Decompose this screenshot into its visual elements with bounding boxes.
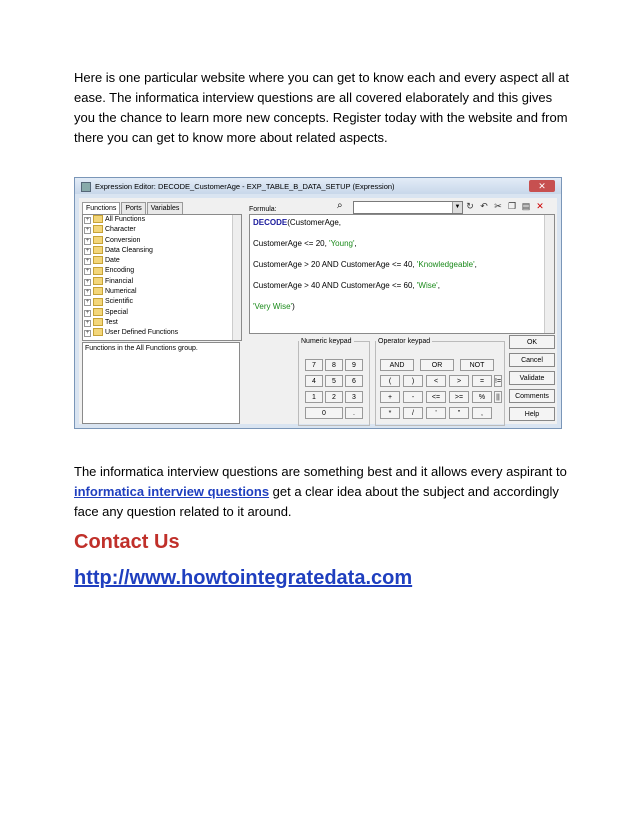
operator-key[interactable]: AND <box>380 359 414 371</box>
numpad-key[interactable]: 7 <box>305 359 323 371</box>
tab-functions[interactable]: Functions <box>82 202 120 214</box>
folder-icon <box>93 215 103 223</box>
folder-icon <box>93 328 103 336</box>
help-button[interactable]: Help <box>509 407 555 421</box>
numpad-key[interactable]: 0 <box>305 407 343 419</box>
formula-string: 'Knowledgeable' <box>416 260 475 269</box>
tree-scrollbar[interactable] <box>232 215 241 340</box>
find-next-icon[interactable]: ↻ <box>466 201 474 211</box>
numpad-key[interactable]: 9 <box>345 359 363 371</box>
numpad-key[interactable]: 3 <box>345 391 363 403</box>
tree-item-label: Date <box>105 257 120 265</box>
tree-item[interactable] <box>83 266 241 276</box>
comments-button[interactable]: Comments <box>509 389 555 403</box>
delete-icon[interactable]: ✕ <box>536 201 544 211</box>
formula-code: CustomerAge > 40 AND CustomerAge <= 60, <box>253 281 417 290</box>
intro-paragraph: Here is one particular website where you can get to know each and every aspect all at ease. The informatica interview questions are all covered elaborately and this gives you the chance to learn more new concepts. Register today with the website and from there you can get to know more about related aspects. <box>74 70 569 145</box>
expand-icon[interactable]: + <box>85 289 90 296</box>
operator-keypad-label: Operator keypad <box>378 338 431 345</box>
expand-icon[interactable]: + <box>85 217 90 223</box>
chevron-down-icon[interactable]: ▼ <box>452 202 462 213</box>
folder-icon <box>93 277 103 285</box>
expression-editor-screenshot <box>74 177 562 429</box>
search-combo[interactable] <box>353 201 463 214</box>
folder-icon <box>93 236 103 244</box>
formula-string: 'Wise' <box>416 281 438 290</box>
tree-item[interactable] <box>83 215 241 225</box>
operator-key[interactable]: > <box>449 375 469 387</box>
formula-label: Formula: <box>249 206 277 213</box>
tree-item-label: Conversion <box>105 236 141 244</box>
operator-key[interactable]: " <box>449 407 469 419</box>
formula-code: CustomerAge > 20 AND CustomerAge <= 40, <box>253 260 417 269</box>
formula-line <box>253 239 357 248</box>
tree-item[interactable] <box>83 246 241 256</box>
tree-item-label: Character <box>105 226 136 234</box>
operator-key[interactable]: % <box>472 391 492 403</box>
numpad-key[interactable]: 5 <box>325 375 343 387</box>
formula-code: , <box>474 260 477 269</box>
expand-icon[interactable]: + <box>85 268 90 275</box>
undo-icon[interactable]: ↶ <box>480 201 488 211</box>
cut-icon[interactable]: ✂ <box>494 201 502 211</box>
formula-code: , <box>437 281 440 290</box>
validate-button[interactable]: Validate <box>509 371 555 385</box>
formula-code: CustomerAge <= 20, <box>253 239 330 248</box>
operator-key[interactable]: ' <box>426 407 446 419</box>
formula-line <box>253 302 295 311</box>
tree-item[interactable] <box>83 308 241 318</box>
interview-questions-link[interactable]: informatica interview questions <box>74 484 270 499</box>
operator-key[interactable]: - <box>403 391 423 403</box>
folder-icon <box>93 225 103 233</box>
numeric-keypad-label: Numeric keypad <box>301 338 352 345</box>
tree-item[interactable] <box>83 328 241 338</box>
expand-icon[interactable]: + <box>85 258 90 265</box>
function-tabs <box>82 202 184 214</box>
tab-ports[interactable]: Ports <box>121 202 145 214</box>
find-icon[interactable]: ⌕ <box>337 200 343 211</box>
formula-code: ) <box>292 302 295 311</box>
formula-line <box>253 260 477 269</box>
expand-icon[interactable]: + <box>85 309 90 316</box>
operator-key[interactable]: >= <box>449 391 469 403</box>
paragraph-text: The informatica interview questions are something best and it allows every aspirant to <box>74 464 567 479</box>
folder-icon <box>93 267 103 275</box>
formula-scrollbar[interactable] <box>544 215 554 333</box>
expand-icon[interactable]: + <box>85 278 90 285</box>
numpad-key[interactable]: 6 <box>345 375 363 387</box>
close-icon[interactable]: ✕ <box>529 180 555 192</box>
tree-item[interactable] <box>83 277 241 287</box>
function-tree <box>82 214 242 341</box>
operator-key[interactable]: < <box>426 375 446 387</box>
function-hint: Functions in the All Functions group. <box>82 342 240 424</box>
formula-line <box>253 281 440 290</box>
formula-string: 'Very Wise' <box>253 302 293 311</box>
window-titlebar <box>75 178 561 194</box>
folder-icon <box>93 287 103 295</box>
operator-key[interactable]: != <box>494 375 502 387</box>
copy-icon[interactable]: ❐ <box>507 201 517 211</box>
expand-icon[interactable]: + <box>85 237 90 244</box>
paste-icon[interactable]: ▤ <box>521 201 531 211</box>
tree-item-label: User Defined Functions <box>105 329 179 337</box>
operator-key[interactable]: / <box>403 407 423 419</box>
app-icon <box>81 182 91 192</box>
operator-keypad <box>375 338 505 426</box>
tree-item[interactable] <box>83 297 241 307</box>
tree-item-label: Numerical <box>105 288 137 296</box>
contact-heading: Contact Us <box>74 531 180 553</box>
folder-icon <box>93 256 103 264</box>
numpad-key[interactable]: 1 <box>305 391 323 403</box>
tree-item[interactable] <box>83 256 241 266</box>
expand-icon[interactable]: + <box>85 299 90 306</box>
window-title: Expression Editor: DECODE_CustomerAge - EXP_TABLE_B_DATA_SETUP (Expression) <box>95 182 395 191</box>
tab-variables[interactable]: Variables <box>147 202 184 214</box>
tree-item[interactable] <box>83 318 241 328</box>
operator-key[interactable]: ( <box>380 375 400 387</box>
operator-key[interactable]: * <box>380 407 400 419</box>
tree-item-label: Data Cleansing <box>105 246 153 254</box>
tree-item-label: Encoding <box>105 267 135 275</box>
cancel-button[interactable]: Cancel <box>509 353 555 367</box>
numpad-key[interactable]: 8 <box>325 359 343 371</box>
formula-editor[interactable] <box>249 214 555 334</box>
folder-icon <box>93 246 103 254</box>
folder-icon <box>93 308 103 316</box>
tree-item-label: Financial <box>105 277 134 285</box>
numpad-key[interactable]: 4 <box>305 375 323 387</box>
tree-item[interactable] <box>83 225 241 235</box>
body-paragraph <box>74 462 574 522</box>
operator-key[interactable]: <= <box>426 391 446 403</box>
numeric-keypad <box>298 338 370 426</box>
operator-key[interactable]: NOT <box>460 359 494 371</box>
expand-icon[interactable]: + <box>85 319 90 326</box>
editor-content <box>79 198 557 424</box>
operator-key[interactable]: || <box>494 391 502 403</box>
tree-item[interactable] <box>83 287 241 297</box>
folder-icon <box>93 298 103 306</box>
ok-button[interactable]: OK <box>509 335 555 349</box>
tree-item[interactable] <box>83 236 241 246</box>
website-link[interactable]: http://www.howtointegratedata.com <box>74 567 413 589</box>
tree-item-label: Special <box>105 308 128 316</box>
folder-icon <box>93 318 103 326</box>
tree-item-label: Scientific <box>105 298 134 306</box>
formula-code: (CustomerAge, <box>287 218 342 227</box>
operator-key[interactable]: = <box>472 375 492 387</box>
formula-keyword: DECODE <box>253 218 288 227</box>
expand-icon[interactable]: + <box>85 227 90 234</box>
expand-icon[interactable]: + <box>85 247 90 254</box>
numpad-key[interactable]: 2 <box>325 391 343 403</box>
operator-key[interactable]: OR <box>420 359 454 371</box>
operator-key[interactable]: + <box>380 391 400 403</box>
paragraph-text: get a clear idea about the subject and accordingly face any question related to it around. <box>74 484 559 519</box>
operator-key[interactable]: , <box>472 407 492 419</box>
expand-icon[interactable]: + <box>85 330 90 337</box>
formula-code: , <box>354 239 357 248</box>
formula-line <box>253 218 341 227</box>
operator-key[interactable]: ) <box>403 375 423 387</box>
tree-item-label: Test <box>105 318 118 326</box>
formula-string: 'Young' <box>329 239 355 248</box>
tree-item-label: All Functions <box>105 216 146 223</box>
numpad-key[interactable]: . <box>345 407 363 419</box>
